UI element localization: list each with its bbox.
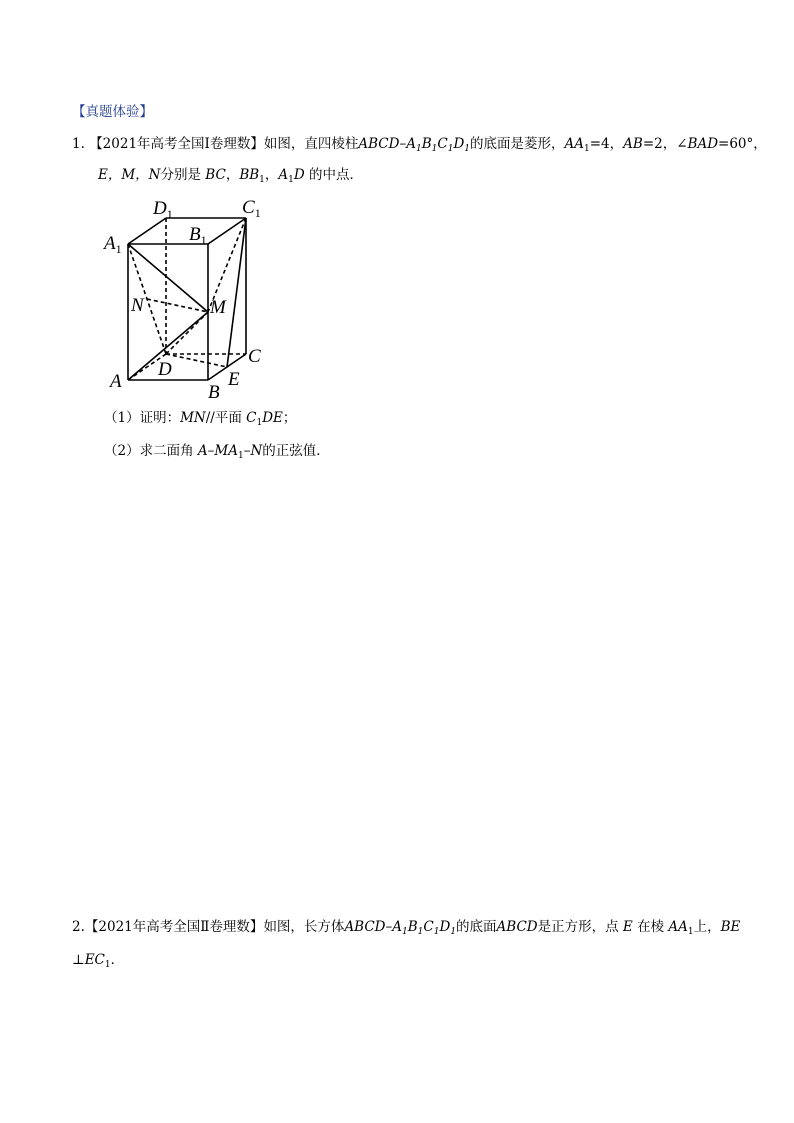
- prism-name: ABCD–$A_1B_1C_1D_1$: [344, 919, 457, 937]
- text: 的中点．: [309, 167, 363, 183]
- a1d-a: A: [278, 167, 289, 183]
- label-e: E: [228, 369, 240, 390]
- question-1-number: 1.: [72, 136, 85, 152]
- question-2-number: 2.: [72, 919, 85, 935]
- bb1: BB: [239, 167, 260, 183]
- sub-1: 1: [464, 144, 470, 154]
- sub-1: 1: [433, 927, 440, 937]
- label-b1: $B_1$: [189, 224, 207, 247]
- question-1-line-2: E，M，N分别是 BC，$BB_1$，$A_1D$ 的中点．: [98, 167, 363, 185]
- ab: AB: [623, 136, 643, 152]
- label-d1: $D_1$: [153, 198, 173, 221]
- prism-name: ABCD–$A_1B_1C_1D_1$: [358, 136, 470, 154]
- aa1: AA: [564, 136, 584, 152]
- angle-a: A: [197, 443, 208, 459]
- angle-bad: ∠BAD: [676, 136, 719, 152]
- sub-1: 1: [288, 175, 294, 185]
- text: 的底面: [456, 919, 497, 935]
- section-title: 【真题体验】: [72, 104, 153, 120]
- text: 如图，长方体: [263, 919, 345, 935]
- label-m: M: [210, 297, 226, 318]
- text: 分别是: [160, 167, 201, 183]
- text: （2）求二面角: [104, 443, 194, 459]
- sub-1: 1: [104, 960, 111, 970]
- prism-figure: [100, 192, 280, 402]
- question-1-part-1: [104, 409, 296, 427]
- text: 是正方形，点: [537, 919, 619, 935]
- text: ．: [110, 952, 125, 968]
- text: 在棱: [637, 919, 665, 935]
- question-1-part-2: [104, 442, 330, 460]
- label-a: A: [110, 371, 122, 392]
- sub-1: 1: [447, 144, 454, 154]
- sub-1: 1: [259, 175, 265, 185]
- mn: MN: [180, 410, 206, 426]
- ec1: EC: [84, 952, 105, 968]
- text: ；: [282, 410, 297, 426]
- label-a1: $A_1$: [104, 233, 122, 256]
- point-e: E: [622, 919, 633, 935]
- points-emn: E，M，N: [98, 167, 161, 183]
- angle-ma: –MA: [207, 443, 238, 459]
- sub-1: 1: [431, 144, 438, 154]
- perp-symbol: ⊥: [72, 952, 85, 968]
- plane-c: C: [246, 410, 257, 426]
- label-n: N: [131, 295, 144, 316]
- text: //平面: [205, 410, 242, 426]
- a1d-d: D: [293, 167, 305, 183]
- text: 如图，直四棱柱: [263, 136, 359, 152]
- question-1-source: 【2021年高考全国I卷理数】: [89, 136, 264, 152]
- sub-1: 1: [584, 144, 590, 154]
- question-2-line-2: [72, 951, 124, 969]
- segment-de-hidden: [166, 354, 227, 367]
- angle-n: –N: [243, 443, 263, 459]
- edge-aa1: AA: [668, 919, 688, 935]
- be: BE: [720, 919, 741, 935]
- ab-value: =2，: [642, 136, 677, 152]
- sub-1: 1: [450, 927, 457, 937]
- prism-part: ABCD–A: [358, 136, 416, 152]
- segment-nm-hidden: [147, 299, 208, 312]
- question-2-line-1: [72, 918, 740, 936]
- bc: BC: [205, 167, 226, 183]
- plane-de: DE: [262, 410, 283, 426]
- label-c: C: [248, 346, 261, 367]
- text: （1）证明：: [104, 410, 181, 426]
- sub-1: 1: [402, 927, 408, 937]
- prism-part: ABCD–A: [344, 919, 403, 935]
- sub-1: 1: [687, 927, 694, 937]
- sub-1: 1: [415, 144, 422, 154]
- sub-1: 1: [256, 418, 263, 428]
- aa1-value: =4，: [589, 136, 624, 152]
- text: 上，: [693, 919, 721, 935]
- text: 的底面是菱形，: [470, 136, 565, 152]
- edge-a1d1: [128, 218, 166, 244]
- angle-value: =60°，: [718, 136, 767, 152]
- label-d: D: [158, 359, 172, 380]
- question-1-line-1: [72, 135, 767, 153]
- sub-1: 1: [417, 927, 424, 937]
- label-b: B: [208, 382, 220, 402]
- segment-dm-hidden: [166, 312, 208, 354]
- sub-1: 1: [237, 451, 244, 461]
- question-2-source: 【2021年高考全国Ⅱ卷理数】: [84, 919, 264, 935]
- text: 的正弦值．: [262, 443, 330, 459]
- label-c1: $C_1$: [242, 197, 261, 220]
- base: ABCD: [496, 919, 538, 935]
